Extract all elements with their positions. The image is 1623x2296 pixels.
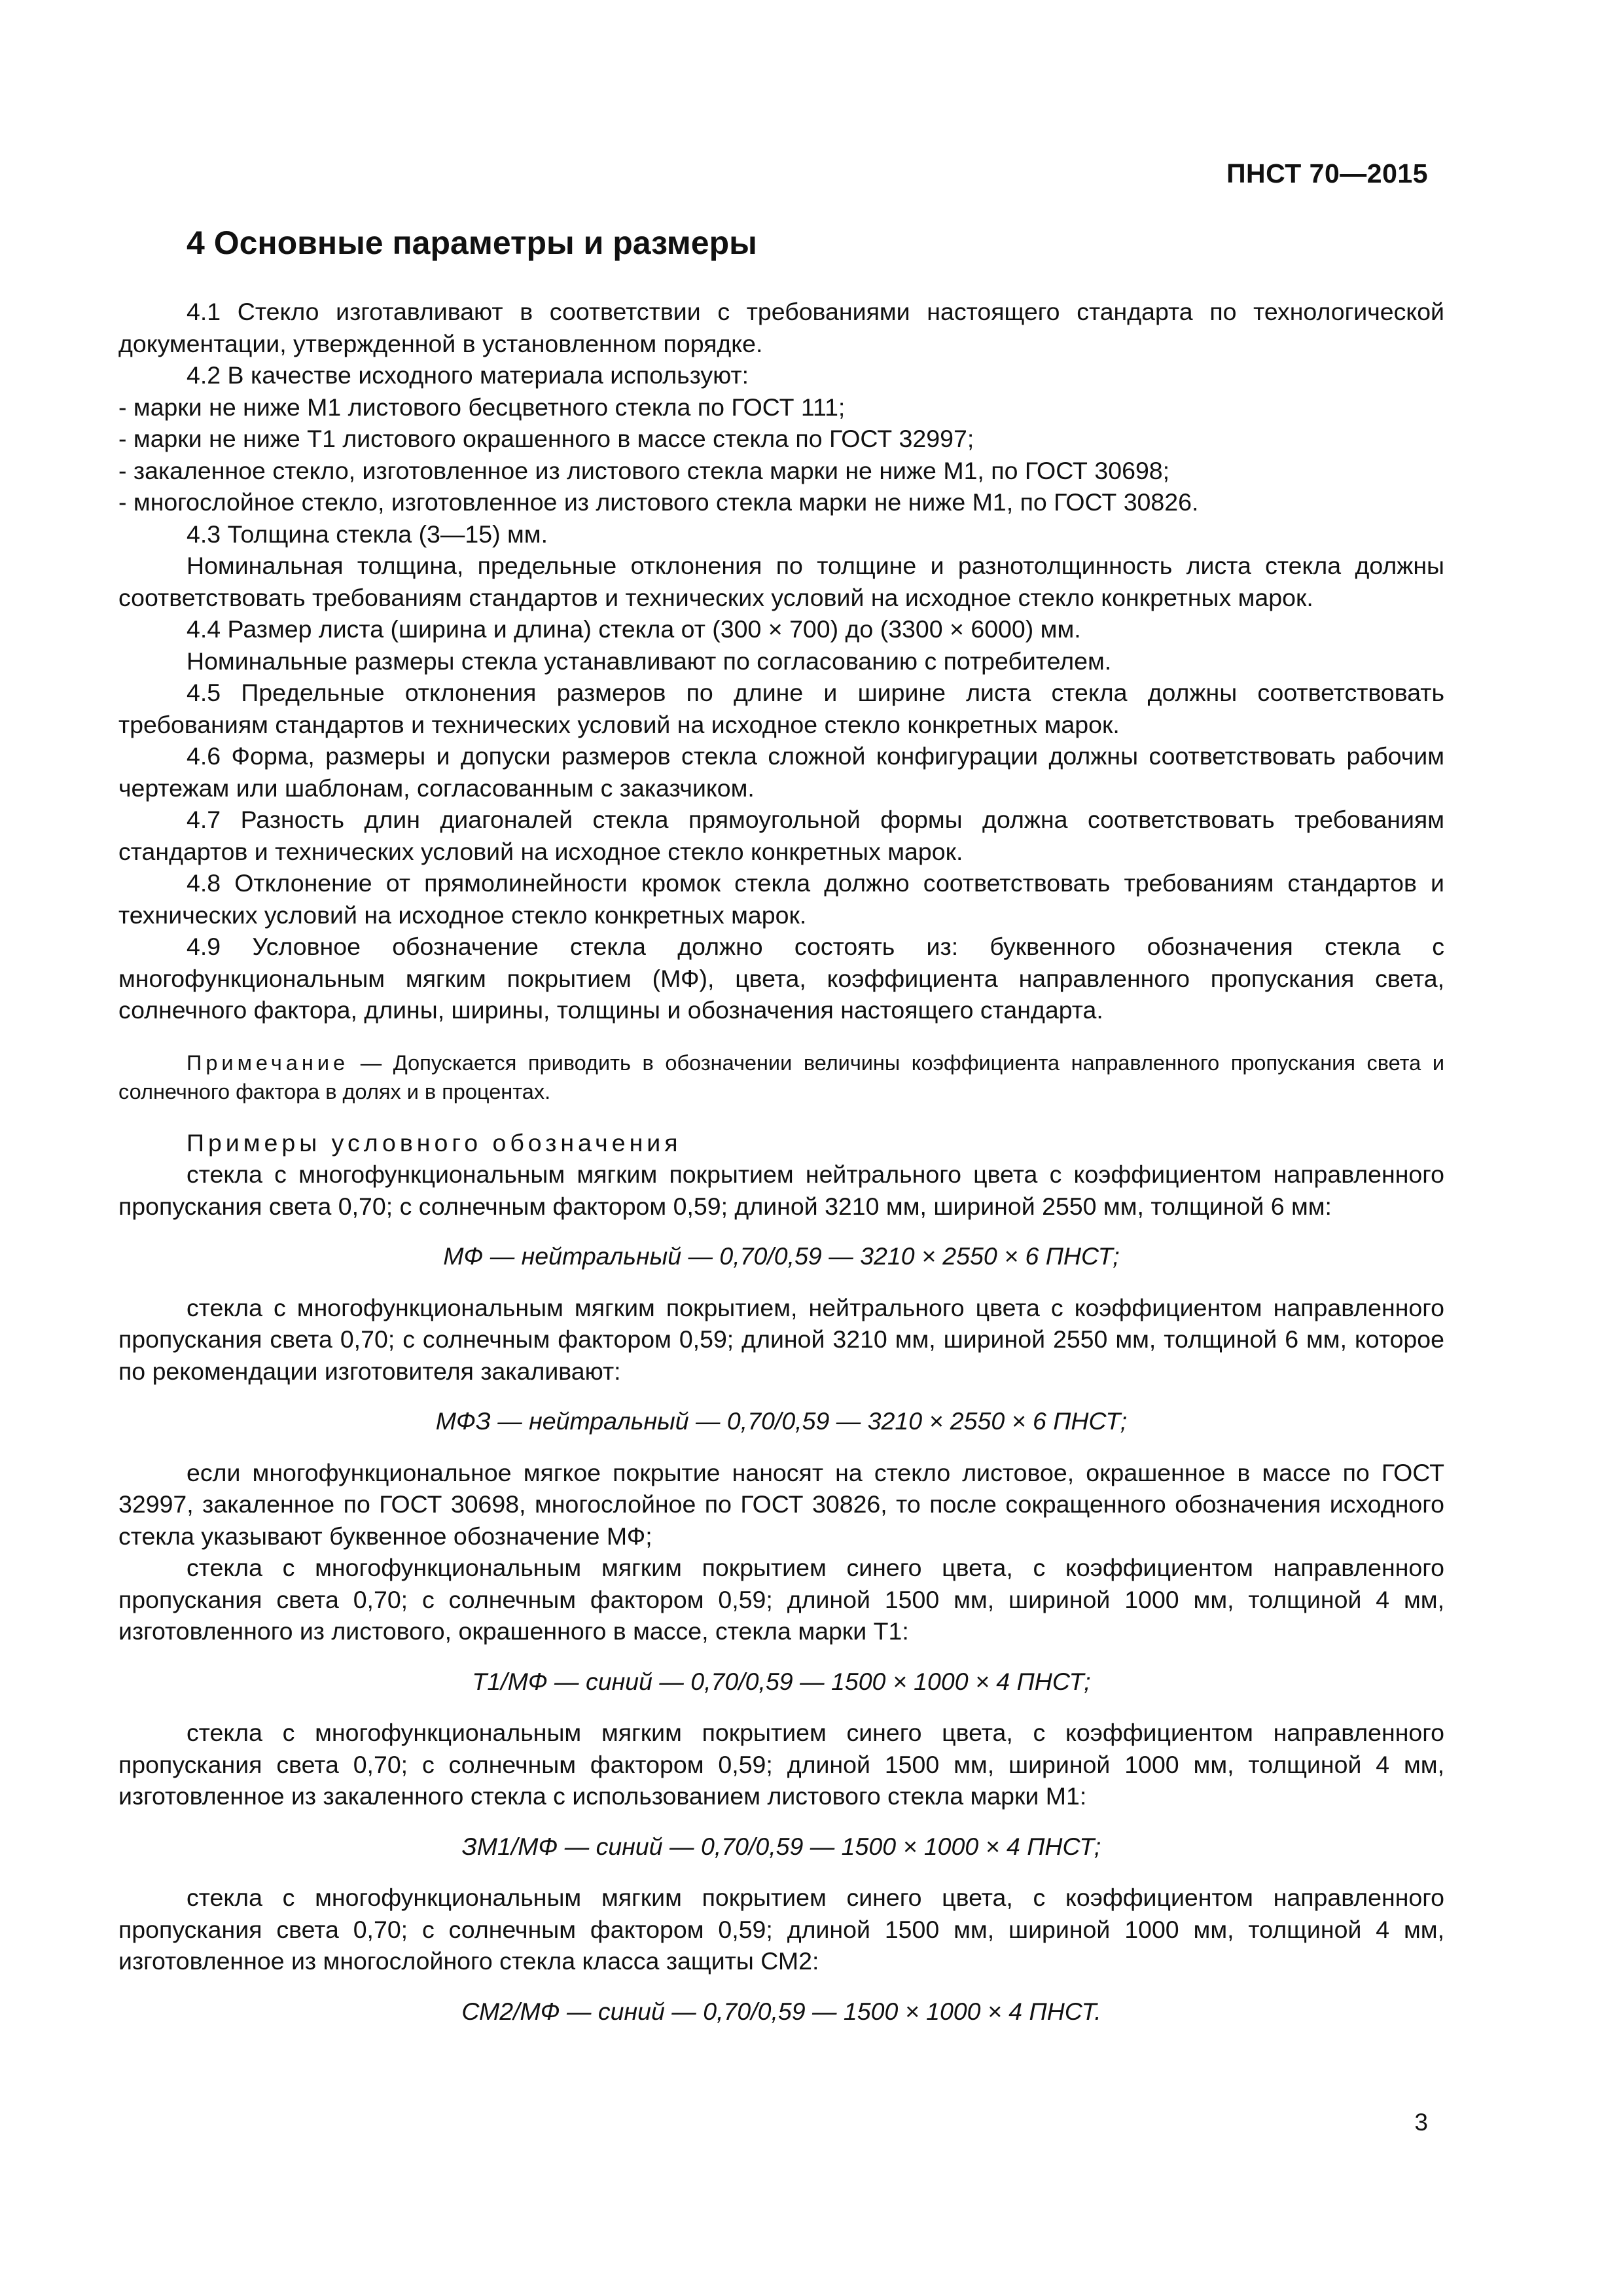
example-formula: ЗМ1/МФ — синий — 0,70/0,59 — 1500 × 1000 × 4 ПНСТ; <box>461 1832 1101 1860</box>
paragraph-4-4-detail: Номинальные размеры стекла устанавливают по согласованию с потребителем. <box>187 647 1112 675</box>
example-formula: СМ2/МФ — синий — 0,70/0,59 — 1500 × 1000 × 4 ПНСТ. <box>461 1997 1101 2025</box>
page-number: 3 <box>1414 2109 1428 2136</box>
note-label: Примечание <box>187 1050 349 1075</box>
paragraph-4-2: 4.2 В качестве исходного материала используют: <box>187 361 749 389</box>
examples-title: Примеры условного обозначения <box>187 1128 682 1157</box>
note-text: — Допускается приводить в обозначении величины коэффициента направленного пропускания света и солнечного фактора в долях и в процентах. <box>118 1050 1444 1103</box>
paragraph-4-3-detail: Номинальная толщина, предельные отклонения по толщине и разнотолщинность листа стекла должны соответствовать требованиям стандартов и технических условий на исходное стекло конкретных марок. <box>118 552 1444 611</box>
paragraph-4-9: 4.9 Условное обозначение стекла должно состоять из: буквенного обозначения стекла с многофункциональным мягким покрытием (МФ), цвета, коэффициента направленного пропускания света, солнечного фактора, длины, ширины, толщины и обозначения настоящего стандарта. <box>118 933 1444 1024</box>
example-formula: МФЗ — нейтральный — 0,70/0,59 — 3210 × 2550 × 6 ПНСТ; <box>435 1407 1128 1435</box>
example-formula: Т1/МФ — синий — 0,70/0,59 — 1500 × 1000 × 4 ПНСТ; <box>472 1667 1091 1695</box>
list-item: - марки не ниже М1 листового бесцветного стекла по ГОСТ 111; <box>118 393 846 421</box>
paragraph-4-8: 4.8 Отклонение от прямолинейности кромок стекла должно соответствовать требованиям стандартов и технических условий на исходное стекло конкретных марок. <box>118 869 1444 929</box>
paragraph-4-3: 4.3 Толщина стекла (3—15) мм. <box>187 520 548 548</box>
example-text: стекла с многофункциональным мягким покрытием синего цвета, с коэффициентом направленного пропускания света 0,70; с солнечным фактором 0,59; длиной 1500 мм, шириной 1000 мм, толщиной 4 мм, изготовленное из многослойного стекла класса защиты СМ2: <box>118 1884 1444 1975</box>
example-text: стекла с многофункциональным мягким покрытием синего цвета, с коэффициентом направленного пропускания света 0,70; с солнечным фактором 0,59; длиной 1500 мм, шириной 1000 мм, толщиной 4 мм, изготовленного из листового, окрашенного в массе, стекла марки Т1: <box>118 1554 1444 1645</box>
example-text: стекла с многофункциональным мягким покрытием, нейтрального цвета с коэффициентом направленного пропускания света 0,70; с солнечным фактором 0,59; длиной 3210 мм, шириной 2550 мм, толщиной 6 мм, которое по рекомендации изготовителя закаливают: <box>118 1293 1444 1385</box>
list-item: - многослойное стекло, изготовленное из листового стекла марки не ниже М1, по ГОСТ 30826. <box>118 488 1199 516</box>
document-code: ПНСТ 70—2015 <box>1226 158 1428 188</box>
example-text: стекла с многофункциональным мягким покрытием нейтрального цвета с коэффициентом направленного пропускания света 0,70; с солнечным фактором 0,59; длиной 3210 мм, шириной 2550 мм, толщиной 6 мм: <box>118 1160 1444 1220</box>
paragraph-4-6: 4.6 Форма, размеры и допуски размеров стекла сложной конфигурации должны соответствовать рабочим чертежам или шаблонам, согласованным с заказчиком. <box>118 742 1444 802</box>
paragraph-4-5: 4.5 Предельные отклонения размеров по длине и ширине листа стекла должны соответствовать требованиям стандартов и технических условий на исходное стекло конкретных марок. <box>118 679 1444 738</box>
example-formula: МФ — нейтральный — 0,70/0,59 — 3210 × 2550 × 6 ПНСТ; <box>443 1242 1120 1270</box>
example-text: стекла с многофункциональным мягким покрытием синего цвета, с коэффициентом направленного пропускания света 0,70; с солнечным фактором 0,59; длиной 1500 мм, шириной 1000 мм, толщиной 4 мм, изготовленное из закаленного стекла с использованием листового стекла марки М1: <box>118 1719 1444 1810</box>
section-title: 4 Основные параметры и размеры <box>187 224 757 261</box>
list-item: - закаленное стекло, изготовленное из листового стекла марки не ниже М1, по ГОСТ 30698; <box>118 456 1170 484</box>
paragraph-4-1: 4.1 Стекло изготавливают в соответствии с требованиями настоящего стандарта по технологической документации, утвержденной в установленном порядке. <box>118 298 1444 357</box>
document-body <box>118 220 1444 2047</box>
list-item: - марки не ниже Т1 листового окрашенного в массе стекла по ГОСТ 32997; <box>118 425 974 452</box>
paragraph-4-4: 4.4 Размер листа (ширина и длина) стекла от (300 × 700) до (3300 × 6000) мм. <box>187 615 1081 643</box>
example-text: если многофункциональное мягкое покрытие наносят на стекло листовое, окрашенное в массе по ГОСТ 32997, закаленное по ГОСТ 30698, многослойное по ГОСТ 30826, то после сокращенного обозначения исходного стекла указывают буквенное обозначение МФ; <box>118 1458 1444 1550</box>
paragraph-4-7: 4.7 Разность длин диагоналей стекла прямоугольной формы должна соответствовать требованиям стандартов и технических условий на исходное стекло конкретных марок. <box>118 806 1444 865</box>
note <box>118 1049 1444 1106</box>
